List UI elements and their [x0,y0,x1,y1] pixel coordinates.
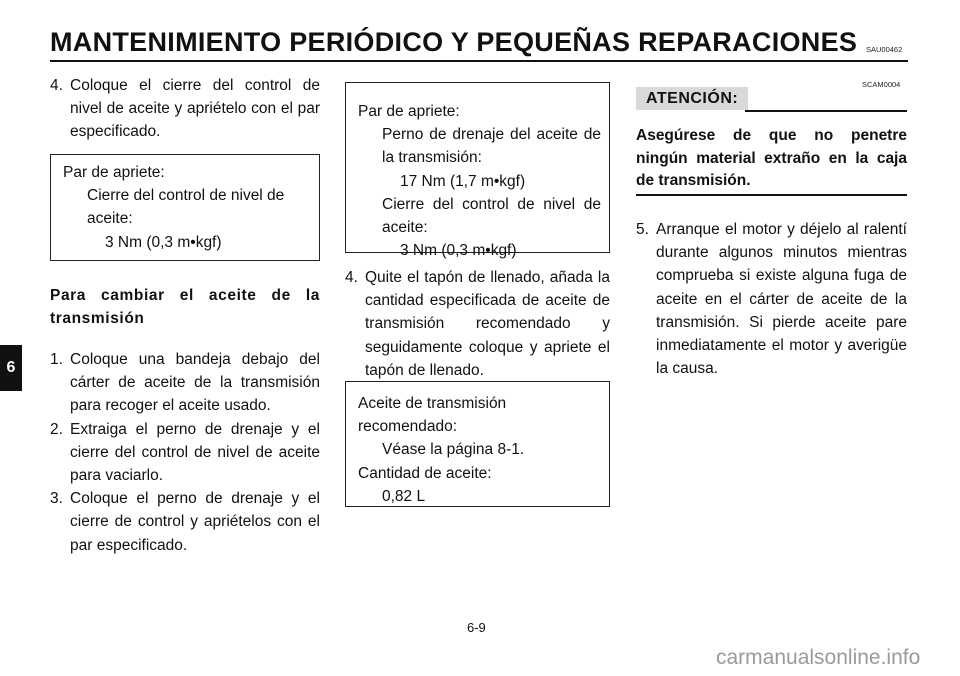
oil-reference: Véase la página 8-1. [382,441,525,459]
torque-item: Cierre del control de nivel de aceite: [87,187,285,228]
torque-value-level-cap: 3 Nm (0,3 m•kgf) [400,242,517,260]
watermark: carmanualsonline.info [716,646,921,669]
page-number: 6-9 [467,620,486,635]
column-3-steps [636,218,907,380]
section-heading: Para cambiar el aceite de la transmisión [50,287,320,328]
step-1 [50,348,320,418]
steps-list [50,348,320,557]
column-2-steps [345,266,610,382]
step-text: Coloque el cierre del control de nivel de aceite y apriételo con el par especificado. [70,77,320,141]
attention-bottom-rule [636,194,907,196]
step-number: 2. [50,420,63,438]
step-4-fill [345,266,610,382]
step-number: 1. [50,351,63,368]
step-5 [636,218,907,380]
column-1 [50,74,320,144]
attention-rule [745,110,907,112]
step-text: Arranque el motor y déjelo al ralentí durante algunos minutos mientras comprueba si existe alguna fuga de aceite en el cárter de aceite de la transmisión. Si pierde aceite pare inmediatamente el motor y averigüe la causa. [656,221,907,378]
torque-item-drain-bolt: Perno de drenaje del aceite de la transmisión: [382,126,601,167]
step-number: 4. [50,77,63,94]
torque-label: Par de apriete: [358,103,460,120]
torque-box [50,154,320,261]
section-code: SAU00462 [866,45,903,54]
attention-header [636,90,748,108]
oil-box [345,381,610,507]
step-3 [50,487,320,557]
step-text: Coloque una bandeja debajo del cárter de aceite de la transmisión para recoger el aceite usado. [70,351,320,415]
step-number: 5. [636,221,649,238]
page-title: MANTENIMIENTO PERIÓDICO Y PEQUEÑAS REPARACIONES [50,27,858,57]
torque-label: Par de apriete: [63,164,165,181]
step-number: 4. [345,269,358,286]
step-number: 3. [50,490,63,508]
torque-item-level-cap: Cierre del control de nivel de aceite: [382,195,601,237]
step-text: Coloque el perno de drenaje y el cierre de control y apriételos con el par especificado. [70,490,320,554]
step-text: Extraiga el perno de drenaje y el cierre del control de nivel de aceite para vaciarlo. [70,420,320,485]
oil-quantity-label: Cantidad de aceite: [358,464,492,482]
step-text: Quite el tapón de llenado, añada la cantidad especificada de aceite de transmisión recomendado y seguidamente coloque y apriete el tapón de llenado. [365,269,610,379]
caution-code: SCAM0004 [862,80,901,89]
step-4 [50,74,320,144]
step-2 [50,418,320,488]
chapter-tab: 6 [0,345,22,391]
header-rule [50,60,908,62]
oil-label: Aceite de transmisión recomendado: [358,395,507,436]
torque-box-2 [345,82,610,260]
attention-text: Asegúrese de que no penetre ningún material extraño en la caja de transmisión. [636,127,907,189]
torque-value: 3 Nm (0,3 m•kgf) [105,233,222,251]
oil-quantity-value: 0,82 L [382,487,426,505]
torque-value-drain-bolt: 17 Nm (1,7 m•kgf) [400,172,526,190]
attention-label: ATENCIÓN: [636,87,748,110]
